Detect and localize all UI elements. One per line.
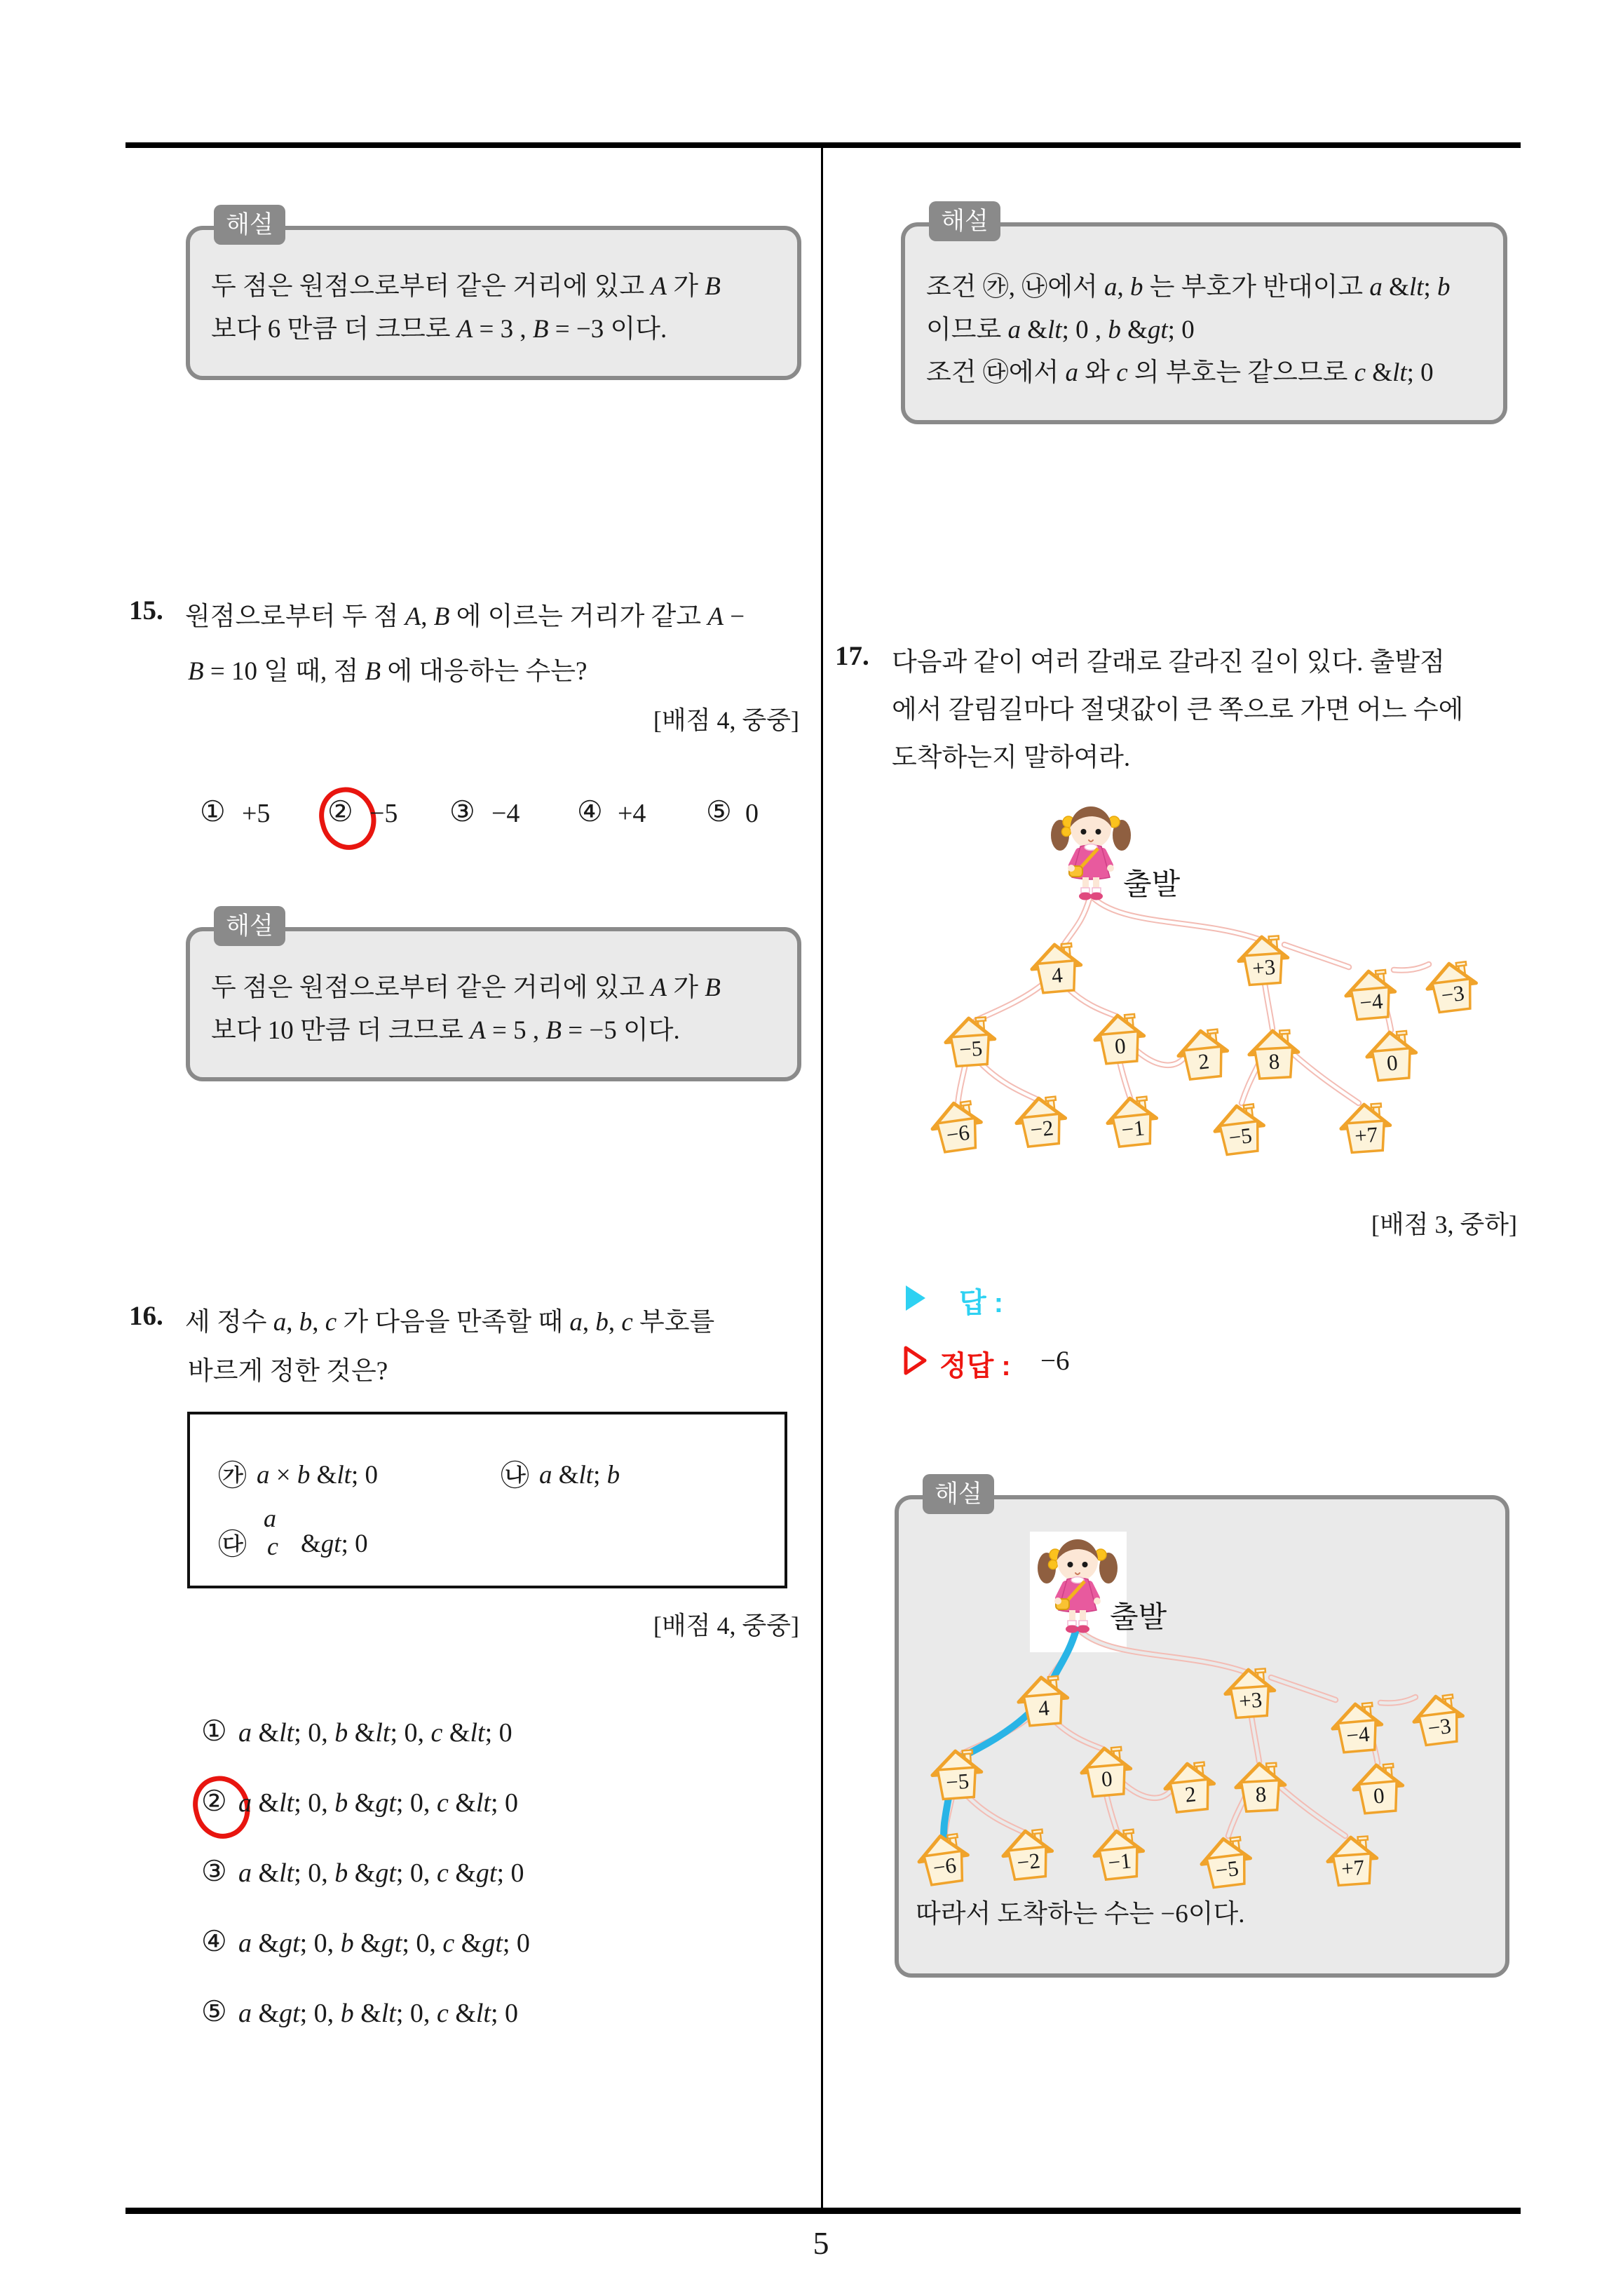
condition-mark-da: ㉰ (218, 1528, 247, 1560)
house-label: 4 (1037, 1695, 1051, 1721)
option-number: ④ (577, 795, 603, 828)
house-label: −1 (1120, 1115, 1146, 1142)
q17-line-3: 도착하는지 말하여라. (892, 743, 1131, 772)
house (1092, 1829, 1146, 1881)
solution-text (211, 966, 779, 1052)
solution-line: 조건 ㉰에서 a 와 c 의 부호는 같으므로 c &lt; 0 (926, 358, 1434, 387)
house (1365, 1030, 1418, 1081)
house-label: 0 (1100, 1766, 1114, 1792)
house (1001, 1829, 1055, 1881)
house-label: −5 (944, 1768, 970, 1795)
house (1411, 1694, 1466, 1746)
house (1176, 1029, 1230, 1081)
house-label: 0 (1113, 1033, 1127, 1059)
house-label: −1 (1106, 1848, 1133, 1875)
q16-condition-box (187, 1412, 787, 1588)
condition-na: a &lt; b (539, 1461, 620, 1490)
house-label: −5 (1214, 1856, 1240, 1883)
house (1163, 1762, 1217, 1814)
house (1425, 961, 1479, 1013)
solution-line: 보다 10 만큼 더 크므로 A = 5 , B = −5 이다. (211, 1016, 680, 1045)
fraction-denominator: c (267, 1532, 278, 1560)
q17-line-1: 다음과 같이 여러 갈래로 갈라진 길이 있다. 출발점 (892, 648, 1445, 677)
house (1224, 1668, 1277, 1719)
option-text: a &lt; 0, b &lt; 0, c &lt; 0 (238, 1718, 512, 1748)
option-text: 0 (745, 799, 759, 828)
solution-tab: 해설 (923, 1474, 994, 1514)
q16-score: [배점 4, 중중] (653, 1612, 799, 1640)
house-label: 8 (1254, 1781, 1268, 1807)
q15-line-1: 원점으로부터 두 점 A, B 에 이르는 거리가 같고 A − (185, 602, 745, 631)
start-label: 출발 (1110, 1600, 1167, 1633)
house-label: −4 (1358, 988, 1384, 1015)
condition-mark-na: ㉯ (501, 1459, 529, 1492)
solution-line: 두 점은 원점으로부터 같은 거리에 있고 A 가 B (211, 973, 721, 1002)
solution-box-2 (186, 912, 801, 1081)
girl-character (1051, 806, 1131, 900)
fraction-numerator: a (264, 1504, 276, 1532)
solution-line: 보다 6 만큼 더 크므로 A = 3 , B = −3 이다. (211, 315, 667, 344)
solution-text (926, 266, 1485, 394)
start-label: 출발 (1123, 867, 1181, 900)
option-text: −5 (369, 799, 398, 828)
page-number: 5 (813, 2225, 829, 2261)
house (930, 1100, 985, 1153)
house-label: −4 (1345, 1721, 1371, 1748)
house-label: +7 (1353, 1121, 1379, 1149)
house (1199, 1836, 1254, 1889)
option-text: −4 (491, 799, 520, 828)
q15-number: 15. (129, 595, 163, 626)
house-label: −6 (944, 1119, 972, 1148)
house (944, 1017, 997, 1067)
solution-tab: 해설 (214, 205, 285, 245)
house-label: 4 (1050, 962, 1064, 988)
q15-line-2: B = 10 일 때, 점 B 에 대응하는 수는? (188, 657, 588, 686)
q17-line-2: 에서 갈림길마다 절댓값이 큰 쪽으로 가면 어느 수에 (892, 696, 1464, 724)
option-number: ① (200, 795, 226, 828)
option-number: ④ (201, 1924, 227, 1958)
house (1237, 936, 1290, 986)
option-number: ⑤ (201, 1994, 227, 2028)
condition-mark-ga: ㉮ (218, 1459, 247, 1492)
house (931, 1750, 984, 1800)
answer-pointer-icon (903, 1283, 928, 1313)
bottom-rule (125, 2208, 1521, 2214)
solution-line: 조건 ㉮, ㉯에서 a, b 는 부호가 반대이고 a &lt; b (926, 273, 1451, 302)
q16-number: 16. (129, 1301, 163, 1331)
house-label: −6 (931, 1852, 958, 1881)
house (1326, 1836, 1379, 1886)
option-number: ① (201, 1714, 227, 1748)
house (916, 1832, 972, 1886)
house-label: −2 (1015, 1848, 1042, 1875)
house-label: −3 (1426, 1713, 1453, 1741)
house-label: 2 (1183, 1781, 1197, 1807)
house (1080, 1746, 1133, 1797)
house-label: −5 (958, 1035, 984, 1062)
column-divider (821, 145, 823, 2210)
q17-score: [배점 3, 중하] (1371, 1210, 1517, 1238)
q16-line-1: 세 정수 a, b, c 가 다음을 만족할 때 a, b, c 부호를 (185, 1308, 715, 1337)
house-label: −2 (1028, 1115, 1055, 1142)
condition-da-fraction (257, 1504, 288, 1560)
condition-da: &gt; 0 (301, 1529, 368, 1558)
house-label: −5 (1227, 1123, 1254, 1150)
house-label: 2 (1197, 1048, 1211, 1074)
solution-box-1 (186, 211, 801, 380)
house (1014, 1096, 1068, 1148)
solution-tab: 해설 (929, 201, 1000, 241)
q15-score: [배점 4, 중중] (653, 706, 799, 734)
house (1340, 1103, 1392, 1154)
option-text: +5 (242, 799, 271, 828)
correct-label: 정답 : (939, 1351, 1011, 1382)
house-label: +3 (1237, 1687, 1263, 1714)
solution-box-3 (901, 208, 1507, 424)
correct-pointer-icon (903, 1345, 928, 1376)
option-number: ② (327, 795, 353, 828)
correct-value: −6 (1040, 1346, 1070, 1376)
top-rule (125, 142, 1521, 148)
q17-number: 17. (835, 641, 869, 671)
option-number: ② (201, 1784, 227, 1818)
option-number: ③ (449, 795, 475, 828)
house (1212, 1103, 1267, 1156)
house-label: +7 (1340, 1854, 1366, 1882)
q16-line-2: 바르게 정한 것은? (188, 1357, 388, 1386)
house (1344, 969, 1397, 1020)
solution-text (211, 265, 779, 351)
path-diagram (904, 789, 1500, 1245)
option-number: ⑤ (706, 795, 732, 828)
condition-ga: a × b &lt; 0 (257, 1461, 378, 1490)
answer-label: 답 : (959, 1288, 1004, 1318)
solution-note: 따라서 도착하는 수는 −6이다. (916, 1900, 1245, 1929)
option-text: a &lt; 0, b &gt; 0, c &gt; 0 (238, 1858, 524, 1888)
house (1352, 1763, 1405, 1814)
house-label: +3 (1251, 954, 1277, 981)
solution-line: 두 점은 원점으로부터 같은 거리에 있고 A 가 B (211, 272, 721, 301)
option-text: a &gt; 0, b &lt; 0, c &lt; 0 (238, 1999, 519, 2028)
option-text: a &gt; 0, b &gt; 0, c &gt; 0 (238, 1929, 530, 1958)
option-number: ③ (201, 1854, 227, 1888)
highlighted-route (944, 1630, 1076, 1839)
house (1093, 1013, 1146, 1065)
house-label: 0 (1372, 1783, 1386, 1809)
house (1106, 1096, 1160, 1148)
house-label: 0 (1385, 1050, 1399, 1076)
house-label: −3 (1439, 980, 1466, 1008)
solution-tab: 해설 (214, 906, 285, 946)
option-text: a &lt; 0, b &gt; 0, c &lt; 0 (238, 1788, 519, 1818)
house (1331, 1702, 1384, 1753)
solution-line: 이므로 a &lt; 0 , b &gt; 0 (926, 316, 1195, 344)
option-text: +4 (618, 799, 646, 828)
house-label: 8 (1268, 1048, 1281, 1074)
